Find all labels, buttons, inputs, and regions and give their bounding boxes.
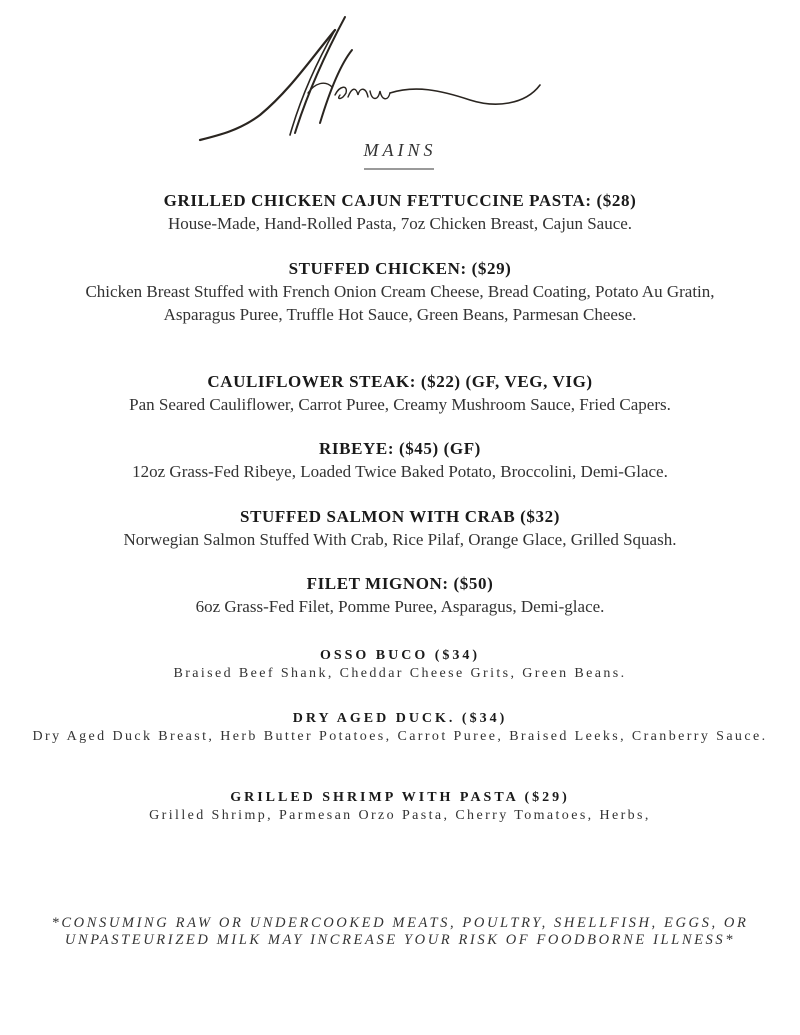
item-description: Braised Beef Shank, Cheddar Cheese Grits, Green Beans. xyxy=(173,666,627,681)
item-name: FILET MIGNON: ($50) xyxy=(306,574,494,593)
item-description: House-Made, Hand-Rolled Pasta, 7oz Chicken Breast, Cajun Sauce. xyxy=(167,214,633,233)
item-description: Grilled Shrimp, Parmesan Orzo Pasta, Cherry Tomatoes, Herbs, xyxy=(149,808,651,823)
item-name: CAULIFLOWER STEAK: ($22) (GF, VEG, VIG) xyxy=(207,372,593,391)
section-title-mains: MAINS xyxy=(363,140,437,160)
menu-item xyxy=(0,789,800,824)
item-description: Norwegian Salmon Stuffed With Crab, Rice Pilaf, Orange Glace, Grilled Squash. xyxy=(123,530,677,549)
item-description: Dry Aged Duck Breast, Herb Butter Potatoes, Carrot Puree, Braised Leeks, Cranberry Sauce. xyxy=(32,729,768,744)
menu-item xyxy=(0,506,800,551)
item-name: OSSO BUCO ($34) xyxy=(319,648,481,663)
item-name: STUFFED SALMON WITH CRAB ($32) xyxy=(240,507,560,526)
menu-item xyxy=(0,438,800,483)
menu-item xyxy=(0,647,800,682)
item-description: Pan Seared Cauliflower, Carrot Puree, Creamy Mushroom Sauce, Fried Capers. xyxy=(129,395,671,414)
section-divider xyxy=(364,168,434,170)
item-description: 12oz Grass-Fed Ribeye, Loaded Twice Baked Potato, Broccolini, Demi-Glace. xyxy=(132,462,668,481)
menu-item xyxy=(0,190,800,235)
item-name: STUFFED CHICKEN: ($29) xyxy=(288,259,512,278)
menu-item xyxy=(0,710,800,745)
item-name: DRY AGED DUCK. ($34) xyxy=(292,711,508,726)
item-name: GRILLED CHICKEN CAJUN FETTUCCINE PASTA: ($28) xyxy=(163,191,637,210)
item-description: 6oz Grass-Fed Filet, Pomme Puree, Asparagus, Demi-glace. xyxy=(195,597,605,616)
item-name: GRILLED SHRIMP WITH PASTA ($29) xyxy=(230,790,570,805)
menu-script-logo xyxy=(190,5,550,145)
item-description: Chicken Breast Stuffed with French Onion Cream Cheese, Bread Coating, Potato Au Gratin, Asparagus Puree, Truffle Hot Sauce, Green Beans, Parmesan Cheese. xyxy=(85,282,715,324)
food-safety-disclaimer: *CONSUMING RAW OR UNDERCOOKED MEATS, POULTRY, SHELLFISH, EGGS, OR UNPASTEURIZED MILK MAY INCREASE YOUR RISK OF FOODBORNE ILLNESS* xyxy=(51,915,749,948)
item-name: RIBEYE: ($45) (GF) xyxy=(319,439,481,458)
menu-item xyxy=(0,573,800,618)
menu-item xyxy=(0,258,800,326)
menu-item xyxy=(0,371,800,416)
